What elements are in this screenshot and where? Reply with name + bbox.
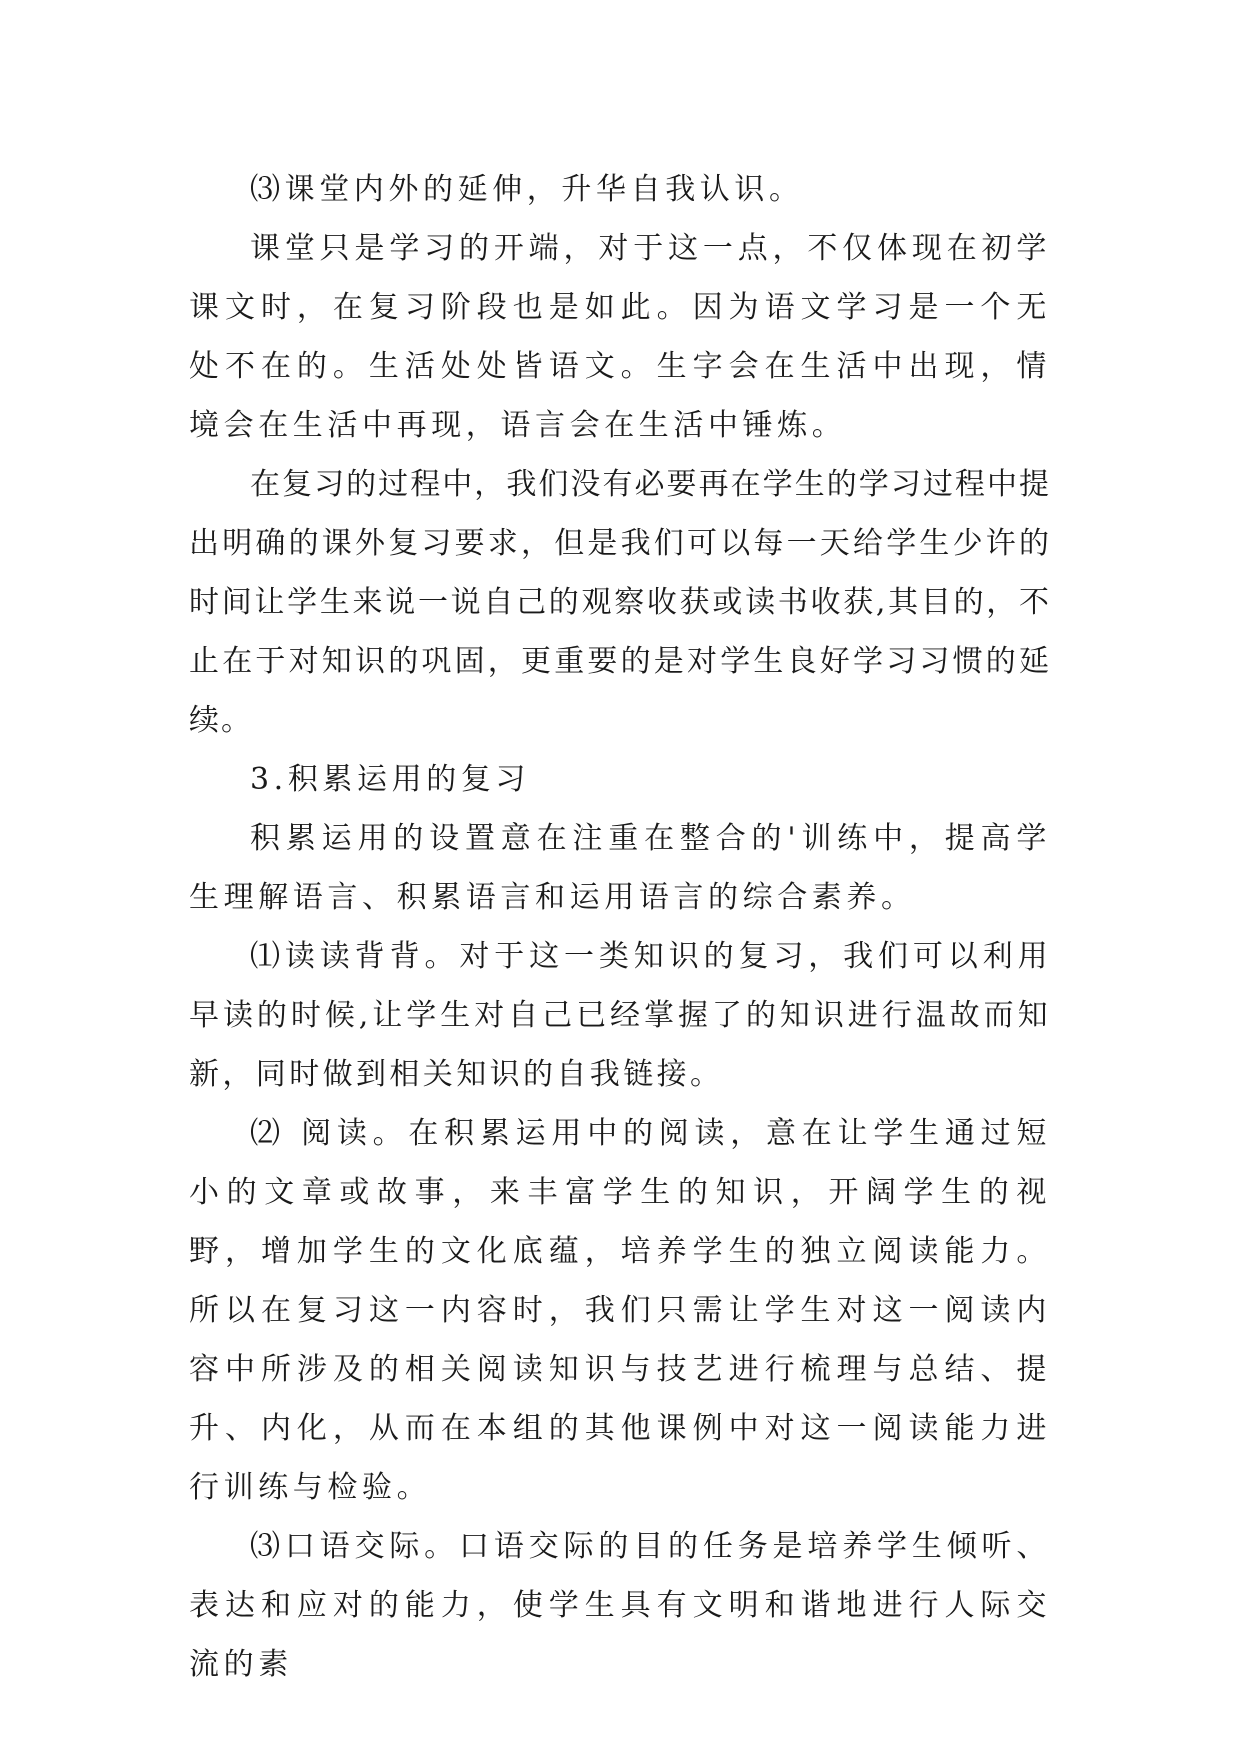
section-heading-accumulation-review: 3.积累运用的复习 — [250, 762, 531, 797]
paragraph-extension-heading: ⑶课堂内外的延伸，升华自我认识。 — [250, 172, 804, 207]
paragraph-review-process: 在复习的过程中，我们没有必要再在学生的学习过程中提出明确的课外复习要求，但是我们可以每一天给学生少许的时间让学生来说一说自己的观察收获或读书收获,其目的，不止在于对知识的巩固，更重要的是对学生良好学习习惯的延续。 — [189, 467, 1051, 738]
paragraph-accumulation-purpose: 积累运用的设置意在注重在整合的'训练中，提高学生理解语言、积累语言和运用语言的综合素养。 — [189, 821, 1051, 915]
document-body — [189, 160, 1051, 1694]
paragraph-classroom-beginning: 课堂只是学习的开端，对于这一点，不仅体现在初学课文时，在复习阶段也是如此。因为语文学习是一个无处不在的。生活处处皆语文。生字会在生活中出现，情境会在生活中再现，语言会在生活中锤炼。 — [189, 231, 1051, 443]
paragraph-reading: ⑵ 阅读。在积累运用中的阅读，意在让学生通过短小的文章或故事，来丰富学生的知识，开阔学生的视野，增加学生的文化底蕴，培养学生的独立阅读能力。所以在复习这一内容时，我们只需让学生对这一阅读内容中所涉及的相关阅读知识与技艺进行梳理与总结、提升、内化，从而在本组的其他课例中对这一阅读能力进行训练与检验。 — [189, 1116, 1051, 1505]
paragraph-reading-reciting: ⑴读读背背。对于这一类知识的复习，我们可以利用早读的时候,让学生对自己已经掌握了的知识进行温故而知新，同时做到相关知识的自我链接。 — [189, 939, 1051, 1092]
paragraph-oral-communication: ⑶口语交际。口语交际的目的任务是培养学生倾听、表达和应对的能力，使学生具有文明和谐地进行人际交流的素 — [189, 1529, 1051, 1682]
